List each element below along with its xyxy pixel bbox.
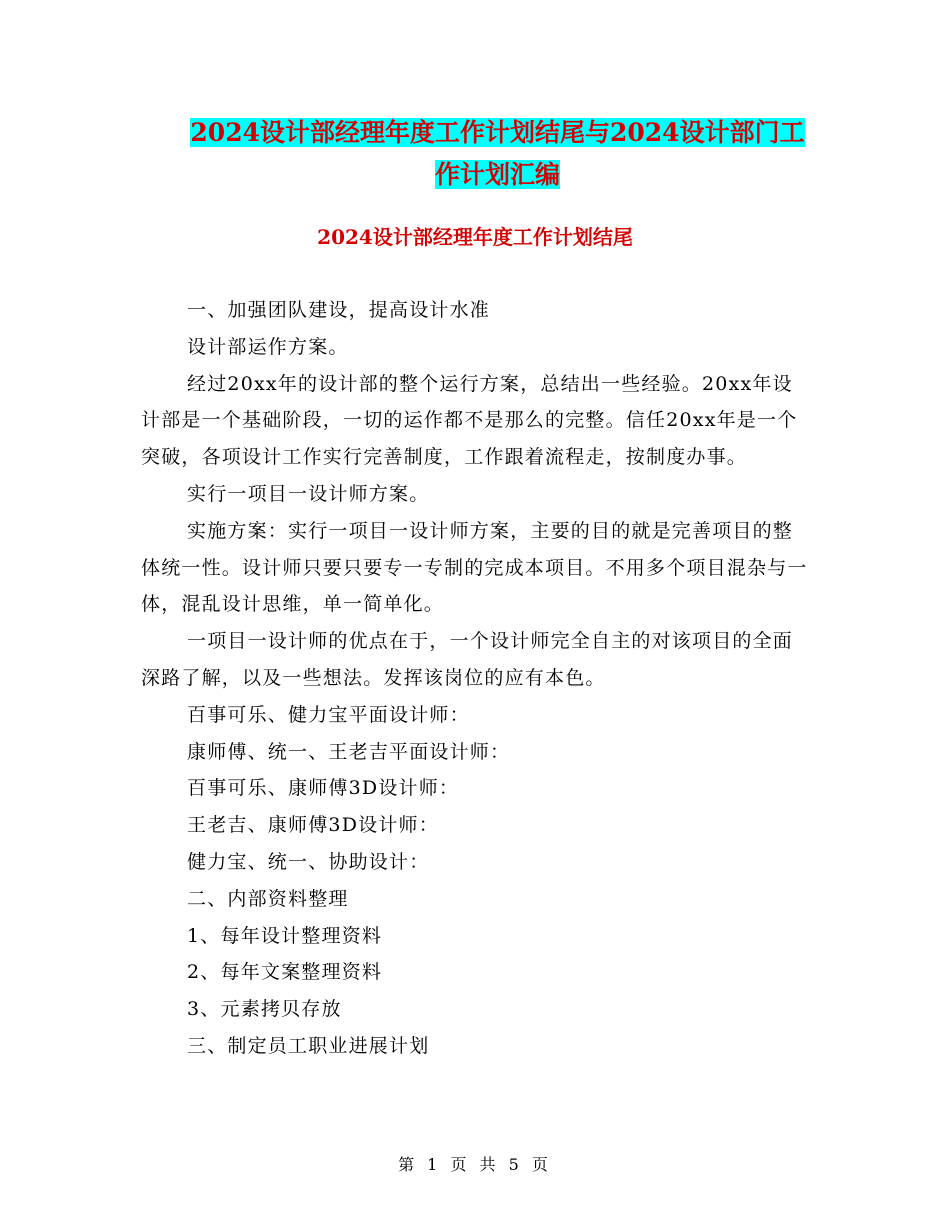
paragraph: 三、制定员工职业进展计划	[187, 1034, 430, 1057]
paragraph: 1、每年设计整理资料	[187, 924, 383, 947]
paragraph: 3、元素拷贝存放	[187, 998, 342, 1021]
paragraph: 一项目一设计师的优点在于，一个设计师完全自主的对该项目的全面深路了解，以及一些想法。发挥该岗位的应有本色。	[141, 630, 794, 689]
paragraph: 实施方案：实行一项目一设计师方案，主要的目的就是完善项目的整体统一性。设计师只要只要专一专制的完成本项目。不用多个项目混杂与一体，混乱设计思维，单一简单化。	[141, 519, 808, 616]
paragraph: 设计部运作方案。	[187, 335, 349, 358]
section-title: 2024设计部经理年度工作计划结尾	[317, 225, 633, 249]
paragraph: 健力宝、统一、协助设计：	[187, 850, 430, 873]
document-body	[141, 292, 811, 1065]
paragraph: 一、加强团队建设，提高设计水准	[187, 299, 491, 321]
document-title-line1: 2024设计部经理年度工作计划结尾与2024设计部门工	[190, 118, 805, 147]
page-footer: 第 1 页 共 5 页	[398, 1155, 552, 1174]
paragraph: 王老吉、康师傅3D设计师：	[187, 814, 439, 837]
paragraph: 2、每年文案整理资料	[187, 961, 383, 984]
paragraph: 百事可乐、健力宝平面设计师：	[187, 703, 470, 726]
paragraph: 经过20xx年的设计部的整个运行方案，总结出一些经验。20xx年设计部是一个基础阶段，一切的运作都不是那么的完整。信任20xx年是一个突破，各项设计工作实行完善制度，工作跟着流程走，按制度办事。	[141, 372, 798, 469]
paragraph: 康师傅、统一、王老吉平面设计师：	[187, 740, 511, 763]
paragraph: 实行一项目一设计师方案。	[187, 482, 430, 505]
document-title-line2: 作计划汇编	[434, 160, 560, 189]
paragraph: 二、内部资料整理	[187, 887, 349, 910]
paragraph: 百事可乐、康师傅3D设计师：	[187, 777, 460, 800]
document-title	[0, 112, 950, 196]
